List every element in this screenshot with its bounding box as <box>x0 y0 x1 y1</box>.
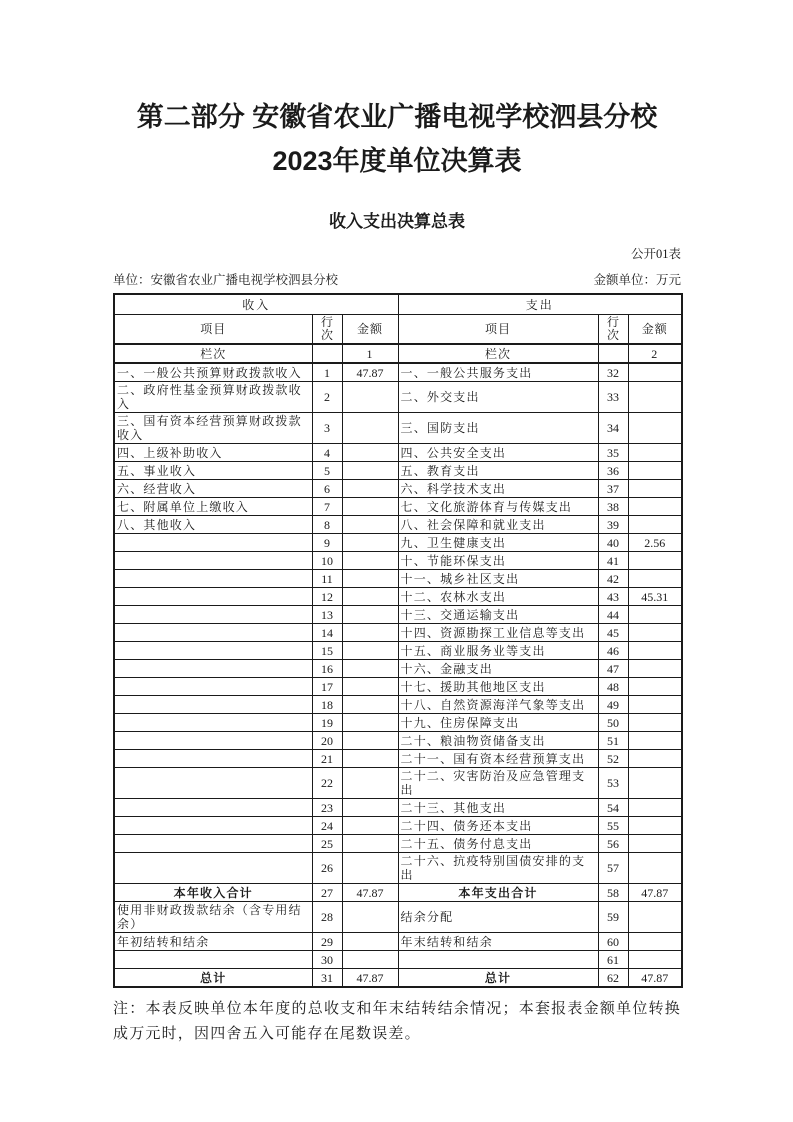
table-row <box>114 817 682 835</box>
expense-item-cell: 总计 <box>398 969 598 988</box>
expense-rowno-cell: 41 <box>598 552 628 570</box>
table-row <box>114 768 682 799</box>
income-item-cell <box>114 678 312 696</box>
expense-section-header: 支出 <box>398 294 682 315</box>
income-item-cell <box>114 768 312 799</box>
table-row <box>114 696 682 714</box>
income-item-cell <box>114 552 312 570</box>
table-row <box>114 799 682 817</box>
expense-amount-cell <box>628 382 682 413</box>
expense-item-cell: 二十六、抗疫特别国债安排的支出 <box>398 853 598 884</box>
expense-item-cell: 年末结转和结余 <box>398 933 598 951</box>
income-item-cell <box>114 660 312 678</box>
expense-amount-cell <box>628 642 682 660</box>
expense-item-cell: 十三、交通运输支出 <box>398 606 598 624</box>
income-rowno-cell: 25 <box>312 835 342 853</box>
table-row <box>114 498 682 516</box>
income-rowno-cell: 17 <box>312 678 342 696</box>
income-item-cell <box>114 534 312 552</box>
amount-unit-label: 金额单位：万元 <box>593 273 681 288</box>
income-rowno-cell: 6 <box>312 480 342 498</box>
expense-amount-cell <box>628 696 682 714</box>
table-row <box>114 382 682 413</box>
income-item-cell <box>114 835 312 853</box>
income-rowno-cell: 24 <box>312 817 342 835</box>
expense-amount-cell <box>628 624 682 642</box>
expense-lanci-label: 栏次 <box>398 344 598 363</box>
income-rowno-cell: 4 <box>312 444 342 462</box>
expense-rowno-cell: 48 <box>598 678 628 696</box>
income-rowno-cell: 23 <box>312 799 342 817</box>
income-item-cell <box>114 696 312 714</box>
expense-rowno-cell: 56 <box>598 835 628 853</box>
income-amount-cell <box>342 714 398 732</box>
expense-amount-cell <box>628 413 682 444</box>
expense-amount-cell <box>628 853 682 884</box>
expense-rowno-cell: 58 <box>598 884 628 902</box>
expense-amount-cell <box>628 570 682 588</box>
income-rowno-cell: 10 <box>312 552 342 570</box>
expense-rowno-cell: 53 <box>598 768 628 799</box>
column-index-row <box>114 344 682 363</box>
expense-item-cell: 六、科学技术支出 <box>398 480 598 498</box>
income-item-header: 项目 <box>114 315 312 345</box>
expense-rowno-cell: 57 <box>598 853 628 884</box>
expense-item-cell: 十二、农林水支出 <box>398 588 598 606</box>
expense-lanci-blank <box>598 344 628 363</box>
expense-amount-cell <box>628 902 682 933</box>
income-rowno-cell: 29 <box>312 933 342 951</box>
income-amount-cell <box>342 678 398 696</box>
income-amount-cell <box>342 853 398 884</box>
income-rowno-cell: 21 <box>312 750 342 768</box>
table-row <box>114 624 682 642</box>
expense-amount-cell <box>628 480 682 498</box>
expense-item-cell: 二十五、债务付息支出 <box>398 835 598 853</box>
expense-amount-cell <box>628 750 682 768</box>
expense-amount-cell <box>628 835 682 853</box>
income-item-cell: 总计 <box>114 969 312 988</box>
income-lanci-blank <box>312 344 342 363</box>
expense-rowno-cell: 62 <box>598 969 628 988</box>
income-item-cell <box>114 853 312 884</box>
expense-rowno-cell: 45 <box>598 624 628 642</box>
expense-item-cell: 一、一般公共服务支出 <box>398 363 598 382</box>
income-amount-cell <box>342 444 398 462</box>
expense-rowno-cell: 40 <box>598 534 628 552</box>
income-item-cell: 二、政府性基金预算财政拨款收入 <box>114 382 312 413</box>
table-row <box>114 642 682 660</box>
table-row <box>114 853 682 884</box>
income-amount-cell <box>342 624 398 642</box>
expense-item-cell: 十八、自然资源海洋气象等支出 <box>398 696 598 714</box>
table-row <box>114 516 682 534</box>
income-item-cell <box>114 951 312 969</box>
expense-item-cell: 十六、金融支出 <box>398 660 598 678</box>
expense-rowno-cell: 43 <box>598 588 628 606</box>
expense-amount-cell <box>628 606 682 624</box>
expense-amount-cell <box>628 660 682 678</box>
expense-item-cell: 结余分配 <box>398 902 598 933</box>
income-amount-cell <box>342 817 398 835</box>
income-rowno-cell: 7 <box>312 498 342 516</box>
table-title: 收入支出决算总表 <box>329 212 465 232</box>
income-item-cell <box>114 606 312 624</box>
income-item-cell: 一、一般公共预算财政拨款收入 <box>114 363 312 382</box>
expense-item-cell: 二十三、其他支出 <box>398 799 598 817</box>
expense-column-number: 2 <box>628 344 682 363</box>
expense-rowno-cell: 34 <box>598 413 628 444</box>
expense-amount-cell: 2.56 <box>628 534 682 552</box>
income-amount-cell <box>342 642 398 660</box>
expense-rowno-cell: 52 <box>598 750 628 768</box>
expense-rowno-header: 行次 <box>598 315 628 345</box>
income-rowno-cell: 9 <box>312 534 342 552</box>
table-row <box>114 534 682 552</box>
expense-amount-cell <box>628 444 682 462</box>
income-item-cell: 本年收入合计 <box>114 884 312 902</box>
expense-amount-header: 金额 <box>628 315 682 345</box>
expense-amount-cell <box>628 552 682 570</box>
expense-amount-cell <box>628 817 682 835</box>
table-row <box>114 835 682 853</box>
table-row <box>114 732 682 750</box>
expense-amount-cell <box>628 462 682 480</box>
expense-rowno-cell: 44 <box>598 606 628 624</box>
expense-amount-cell <box>628 732 682 750</box>
income-item-cell: 八、其他收入 <box>114 516 312 534</box>
table-row <box>114 951 682 969</box>
income-rowno-cell: 8 <box>312 516 342 534</box>
income-rowno-cell: 18 <box>312 696 342 714</box>
table-row <box>114 750 682 768</box>
income-rowno-cell: 26 <box>312 853 342 884</box>
income-item-cell: 使用非财政拨款结余（含专用结余） <box>114 902 312 933</box>
income-column-number: 1 <box>342 344 398 363</box>
expense-rowno-cell: 39 <box>598 516 628 534</box>
expense-item-cell: 四、公共安全支出 <box>398 444 598 462</box>
expense-rowno-cell: 38 <box>598 498 628 516</box>
expense-item-cell: 十九、住房保障支出 <box>398 714 598 732</box>
income-rowno-cell: 30 <box>312 951 342 969</box>
table-row <box>114 714 682 732</box>
income-rowno-cell: 3 <box>312 413 342 444</box>
expense-item-cell: 九、卫生健康支出 <box>398 534 598 552</box>
expense-rowno-cell: 37 <box>598 480 628 498</box>
income-rowno-cell: 11 <box>312 570 342 588</box>
table-row <box>114 678 682 696</box>
expense-amount-cell <box>628 363 682 382</box>
expense-amount-cell <box>628 951 682 969</box>
expense-rowno-cell: 42 <box>598 570 628 588</box>
income-amount-cell <box>342 413 398 444</box>
table-row <box>114 660 682 678</box>
income-amount-cell <box>342 902 398 933</box>
expense-item-cell <box>398 951 598 969</box>
expense-item-cell: 十四、资源勘探工业信息等支出 <box>398 624 598 642</box>
expense-rowno-cell: 59 <box>598 902 628 933</box>
expense-rowno-cell: 61 <box>598 951 628 969</box>
expense-amount-cell <box>628 714 682 732</box>
expense-amount-cell <box>628 799 682 817</box>
income-item-cell <box>114 817 312 835</box>
income-section-header: 收入 <box>114 294 398 315</box>
income-amount-cell <box>342 534 398 552</box>
expense-item-cell: 十五、商业服务业等支出 <box>398 642 598 660</box>
income-rowno-cell: 1 <box>312 363 342 382</box>
expense-amount-cell: 45.31 <box>628 588 682 606</box>
income-item-cell <box>114 588 312 606</box>
income-amount-cell <box>342 570 398 588</box>
income-rowno-cell: 16 <box>312 660 342 678</box>
expense-item-cell: 本年支出合计 <box>398 884 598 902</box>
expense-rowno-cell: 55 <box>598 817 628 835</box>
income-rowno-cell: 28 <box>312 902 342 933</box>
income-rowno-cell: 2 <box>312 382 342 413</box>
expense-amount-cell <box>628 498 682 516</box>
expense-rowno-cell: 35 <box>598 444 628 462</box>
table-row <box>114 480 682 498</box>
income-rowno-cell: 19 <box>312 714 342 732</box>
table-code-label: 公开01表 <box>630 247 681 262</box>
expense-rowno-cell: 33 <box>598 382 628 413</box>
income-item-cell <box>114 732 312 750</box>
expense-amount-cell: 47.87 <box>628 884 682 902</box>
table-row <box>114 413 682 444</box>
page-title: 第二部分 安徽省农业广播电视学校泗县分校2023年度单位决算表 <box>136 102 658 176</box>
income-item-cell <box>114 642 312 660</box>
footnote: 注：本表反映单位本年度的总收支和年末结转结余情况；本套报表金额单位转换成万元时，因四舍五入可能存在尾数误差。 <box>113 1001 681 1043</box>
income-item-cell: 三、国有资本经营预算财政拨款收入 <box>114 413 312 444</box>
expense-rowno-cell: 47 <box>598 660 628 678</box>
income-amount-cell <box>342 951 398 969</box>
income-amount-cell <box>342 588 398 606</box>
income-amount-cell <box>342 732 398 750</box>
income-item-cell <box>114 624 312 642</box>
income-amount-cell: 47.87 <box>342 884 398 902</box>
expense-item-cell: 二十二、灾害防治及应急管理支出 <box>398 768 598 799</box>
column-header-row <box>114 315 682 345</box>
income-item-cell <box>114 570 312 588</box>
expense-item-cell: 十七、援助其他地区支出 <box>398 678 598 696</box>
income-lanci-label: 栏次 <box>114 344 312 363</box>
income-amount-cell <box>342 498 398 516</box>
table-row <box>114 933 682 951</box>
income-amount-cell <box>342 606 398 624</box>
income-amount-cell <box>342 660 398 678</box>
unit-label: 单位：安徽省农业广播电视学校泗县分校 <box>113 273 339 288</box>
income-item-cell: 七、附属单位上缴收入 <box>114 498 312 516</box>
expense-rowno-cell: 54 <box>598 799 628 817</box>
income-rowno-cell: 14 <box>312 624 342 642</box>
expense-item-header: 项目 <box>398 315 598 345</box>
income-amount-cell: 47.87 <box>342 969 398 988</box>
expense-rowno-cell: 60 <box>598 933 628 951</box>
table-row <box>114 902 682 933</box>
income-item-cell <box>114 750 312 768</box>
expense-rowno-cell: 32 <box>598 363 628 382</box>
income-rowno-cell: 13 <box>312 606 342 624</box>
table-row <box>114 969 682 988</box>
income-rowno-cell: 5 <box>312 462 342 480</box>
expense-amount-cell: 47.87 <box>628 969 682 988</box>
expense-rowno-cell: 50 <box>598 714 628 732</box>
income-item-cell <box>114 799 312 817</box>
income-amount-cell: 47.87 <box>342 363 398 382</box>
income-amount-header: 金额 <box>342 315 398 345</box>
income-amount-cell <box>342 696 398 714</box>
expense-item-cell: 二十四、债务还本支出 <box>398 817 598 835</box>
income-rowno-cell: 22 <box>312 768 342 799</box>
expense-item-cell: 十、节能环保支出 <box>398 552 598 570</box>
section-header-row <box>114 294 682 315</box>
income-rowno-cell: 12 <box>312 588 342 606</box>
expense-item-cell: 七、文化旅游体育与传媒支出 <box>398 498 598 516</box>
income-amount-cell <box>342 552 398 570</box>
table-row <box>114 363 682 382</box>
table-row <box>114 588 682 606</box>
expense-rowno-cell: 46 <box>598 642 628 660</box>
table-row <box>114 606 682 624</box>
table-row <box>114 570 682 588</box>
income-amount-cell <box>342 516 398 534</box>
expense-item-cell: 二十、粮油物资储备支出 <box>398 732 598 750</box>
income-amount-cell <box>342 382 398 413</box>
income-item-cell: 六、经营收入 <box>114 480 312 498</box>
expense-item-cell: 二、外交支出 <box>398 382 598 413</box>
expense-rowno-cell: 51 <box>598 732 628 750</box>
income-item-cell: 年初结转和结余 <box>114 933 312 951</box>
income-rowno-cell: 15 <box>312 642 342 660</box>
income-rowno-cell: 27 <box>312 884 342 902</box>
income-amount-cell <box>342 799 398 817</box>
expense-amount-cell <box>628 768 682 799</box>
expense-amount-cell <box>628 933 682 951</box>
income-expense-summary-table <box>113 293 683 988</box>
income-amount-cell <box>342 933 398 951</box>
table-row <box>114 884 682 902</box>
expense-item-cell: 三、国防支出 <box>398 413 598 444</box>
income-rowno-cell: 20 <box>312 732 342 750</box>
expense-amount-cell <box>628 678 682 696</box>
income-amount-cell <box>342 480 398 498</box>
meta-row <box>113 270 681 288</box>
expense-item-cell: 二十一、国有资本经营预算支出 <box>398 750 598 768</box>
income-rowno-header: 行次 <box>312 315 342 345</box>
table-body <box>114 363 682 987</box>
income-rowno-cell: 31 <box>312 969 342 988</box>
table-row <box>114 462 682 480</box>
table-row <box>114 444 682 462</box>
income-amount-cell <box>342 750 398 768</box>
table-row <box>114 552 682 570</box>
income-item-cell <box>114 714 312 732</box>
income-amount-cell <box>342 462 398 480</box>
income-amount-cell <box>342 768 398 799</box>
expense-item-cell: 五、教育支出 <box>398 462 598 480</box>
expense-item-cell: 八、社会保障和就业支出 <box>398 516 598 534</box>
expense-item-cell: 十一、城乡社区支出 <box>398 570 598 588</box>
income-item-cell: 四、上级补助收入 <box>114 444 312 462</box>
expense-rowno-cell: 49 <box>598 696 628 714</box>
income-amount-cell <box>342 835 398 853</box>
income-item-cell: 五、事业收入 <box>114 462 312 480</box>
expense-amount-cell <box>628 516 682 534</box>
expense-rowno-cell: 36 <box>598 462 628 480</box>
